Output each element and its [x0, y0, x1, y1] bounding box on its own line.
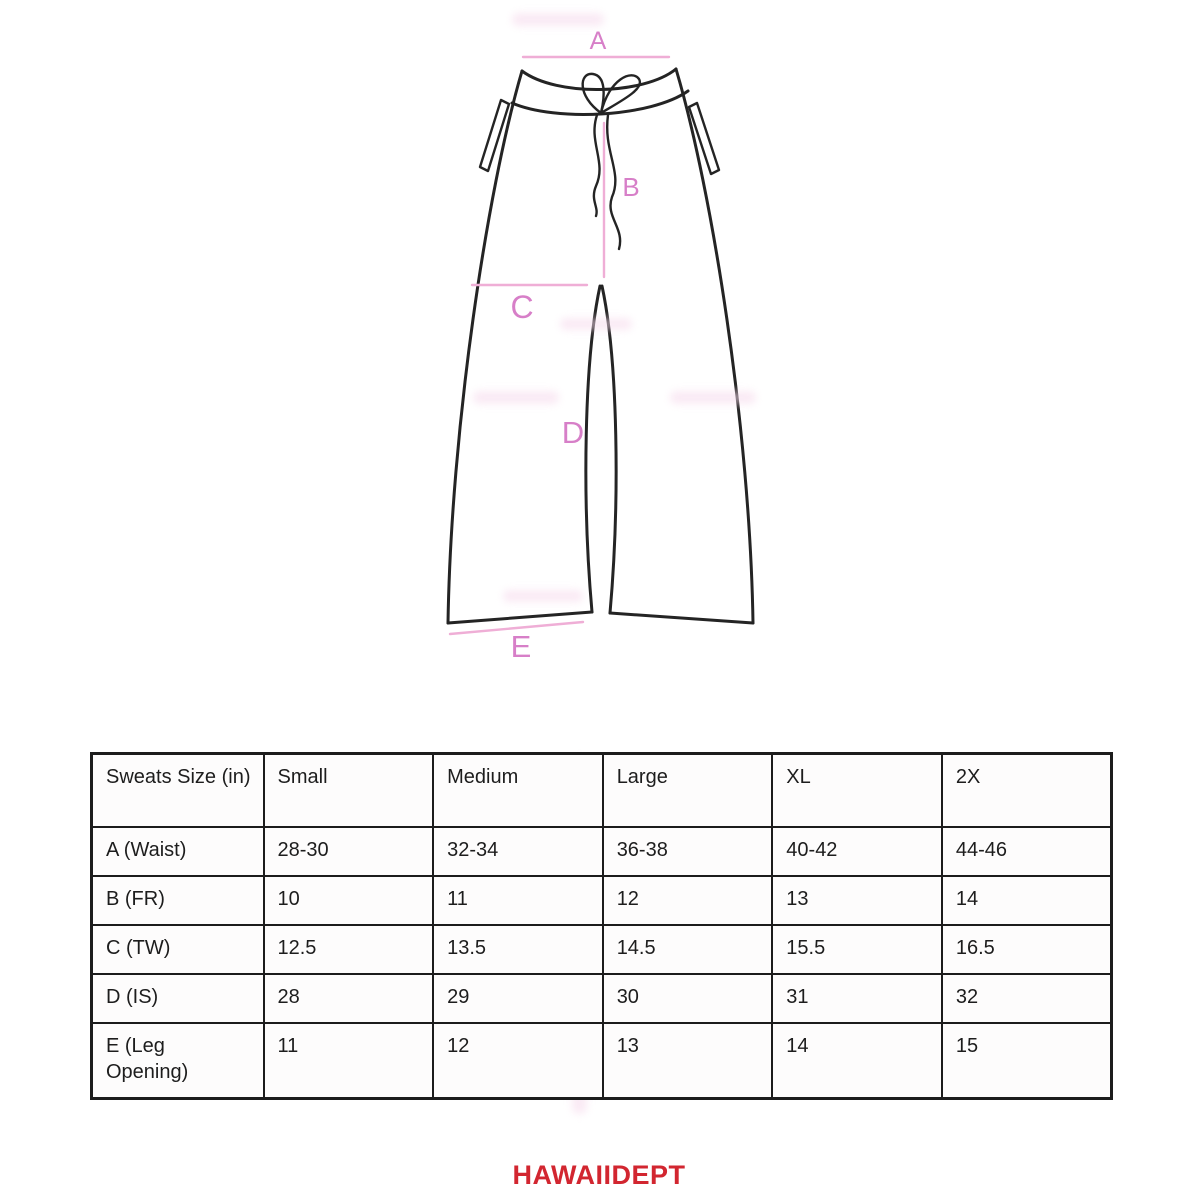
pants-outline	[448, 69, 753, 623]
right-outer-seam	[676, 69, 753, 623]
cell-value: 11	[264, 1023, 434, 1099]
cell-value: 14.5	[603, 925, 773, 974]
cell-value: 15	[942, 1023, 1112, 1099]
cell-value: 12.5	[264, 925, 434, 974]
header-xl: XL	[772, 754, 942, 828]
cell-value: 11	[433, 876, 603, 925]
size-table	[90, 752, 1113, 1100]
cell-value: 32	[942, 974, 1112, 1023]
header-small: Small	[264, 754, 434, 828]
measure-label-c: C	[510, 289, 534, 325]
watermark-smudge	[473, 391, 559, 404]
left-inner-seam	[586, 286, 600, 612]
right-inner-seam	[602, 286, 616, 613]
cell-value: 44-46	[942, 827, 1112, 876]
brand-name: HAWAIIDEPT	[512, 1160, 686, 1190]
row-label: A (Waist)	[92, 827, 264, 876]
left-leg-hem	[448, 612, 592, 623]
cell-value: 32-34	[433, 827, 603, 876]
drawstring-right-cord	[607, 115, 620, 249]
cell-value: 10	[264, 876, 434, 925]
table-header-row	[92, 754, 1112, 828]
right-leg-hem	[610, 613, 753, 623]
waistband-top-line	[522, 69, 676, 90]
cell-value: 28	[264, 974, 434, 1023]
cell-value: 40-42	[772, 827, 942, 876]
cell-value: 36-38	[603, 827, 773, 876]
watermark-smudge	[503, 590, 583, 602]
row-label: C (TW)	[92, 925, 264, 974]
watermark-smudge	[670, 391, 756, 404]
cell-value: 12	[433, 1023, 603, 1099]
drawstring-left-loop	[583, 74, 604, 113]
watermark-smudge	[512, 13, 604, 26]
cell-value: 30	[603, 974, 773, 1023]
measure-label-d: D	[561, 415, 585, 450]
drawstring-left-cord	[594, 115, 600, 216]
row-label: B (FR)	[92, 876, 264, 925]
cell-value: 31	[772, 974, 942, 1023]
table-row-inseam	[92, 974, 1112, 1023]
cell-value: 16.5	[942, 925, 1112, 974]
cell-value: 15.5	[772, 925, 942, 974]
measure-label-e: E	[510, 629, 532, 664]
header-medium: Medium	[433, 754, 603, 828]
cell-value: 29	[433, 974, 603, 1023]
brand-footer	[0, 1160, 1198, 1191]
measure-label-a: A	[589, 27, 607, 55]
measure-label-b: B	[622, 172, 640, 202]
cell-value: 14	[942, 876, 1112, 925]
cell-value: 13	[603, 1023, 773, 1099]
header-2x: 2X	[942, 754, 1112, 828]
row-label: D (IS)	[92, 974, 264, 1023]
cell-value: 12	[603, 876, 773, 925]
drawstring-right-loop	[601, 75, 640, 113]
cell-value: 13	[772, 876, 942, 925]
header-sweats-size: Sweats Size (in)	[92, 754, 264, 828]
cell-value: 13.5	[433, 925, 603, 974]
table-row-waist	[92, 827, 1112, 876]
cell-value: 28-30	[264, 827, 434, 876]
watermark-smudge	[560, 318, 632, 330]
table-row-leg-opening	[92, 1023, 1112, 1099]
row-label: E (Leg Opening)	[92, 1023, 264, 1099]
header-large: Large	[603, 754, 773, 828]
table-row-thigh-width	[92, 925, 1112, 974]
cell-value: 14	[772, 1023, 942, 1099]
table-row-front-rise	[92, 876, 1112, 925]
